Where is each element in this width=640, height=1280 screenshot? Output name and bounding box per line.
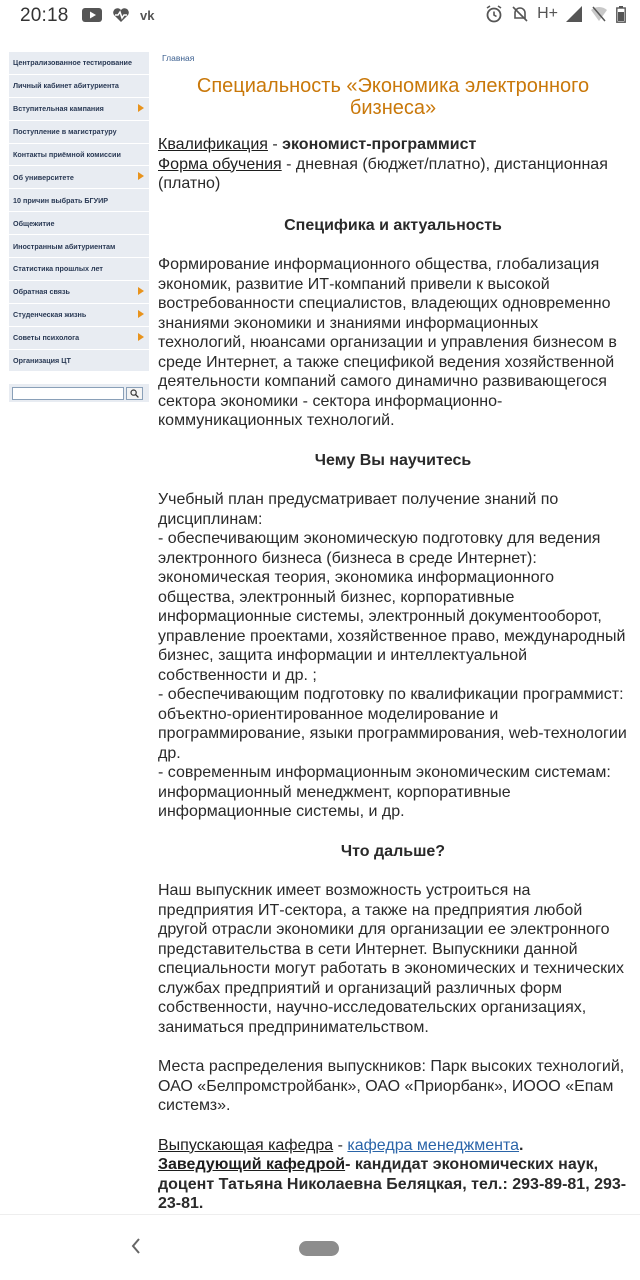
search-button[interactable] bbox=[126, 387, 143, 400]
system-nav-bar bbox=[0, 1214, 640, 1280]
submenu-arrow-icon bbox=[138, 287, 144, 295]
sidebar-menu-item-label: 10 причин выбрать БГУИР bbox=[13, 195, 109, 205]
signal-icon bbox=[566, 6, 582, 22]
sidebar-menu-item-label: Советы психолога bbox=[13, 333, 80, 343]
head-of-department-text: - кандидат экономических наук, доцент Татьяна Николаевна Беляцкая, тел.: 293-89-81, 293-23-81. bbox=[158, 1156, 627, 1212]
sidebar-menu-item-label: Обратная связь bbox=[13, 287, 70, 297]
section-text-learn bbox=[158, 490, 628, 822]
sidebar-menu-item-label: Централизованное тестирование bbox=[13, 58, 132, 68]
sidebar-menu-item[interactable] bbox=[9, 75, 149, 98]
sidebar-menu-item-label: Студенческая жизнь bbox=[13, 310, 87, 320]
submenu-arrow-icon bbox=[138, 310, 144, 318]
sidebar-menu-item[interactable] bbox=[9, 189, 149, 212]
alarm-icon bbox=[485, 5, 503, 23]
department-sep: - bbox=[333, 1136, 348, 1154]
sidebar-menu-item[interactable] bbox=[9, 304, 149, 327]
department-end: . bbox=[519, 1136, 524, 1154]
breadcrumb-home[interactable]: Главная bbox=[162, 53, 195, 63]
submenu-arrow-icon bbox=[138, 172, 144, 180]
sidebar-menu-item[interactable] bbox=[9, 166, 149, 189]
sidebar-menu-item[interactable] bbox=[9, 350, 149, 373]
search-icon bbox=[130, 389, 139, 398]
sidebar-menu-item[interactable] bbox=[9, 52, 149, 75]
head-of-department-label[interactable]: Заведующий кафедрой bbox=[158, 1156, 346, 1173]
learn-line: - современным информационным экономическим системам: информационный менеджмент, корпоративные информационные системы, и др. bbox=[158, 764, 611, 820]
department-link[interactable]: кафедра менеджмента bbox=[347, 1136, 520, 1154]
battery-icon bbox=[616, 6, 626, 23]
sidebar-menu-item-label: Об университете bbox=[13, 172, 74, 182]
youtube-icon bbox=[82, 8, 102, 22]
page-title: Специальность «Экономика электронного бизнеса» bbox=[196, 75, 590, 119]
section-heading-next: Что дальше? bbox=[340, 842, 446, 860]
study-form-label[interactable]: Форма обучения bbox=[158, 155, 282, 173]
qualification-value: экономист-программист bbox=[282, 136, 477, 153]
system-icons bbox=[485, 5, 626, 23]
qualification-label[interactable]: Квалификация bbox=[158, 136, 268, 153]
learn-line: Учебный план предусматривает получение знаний по дисциплинам: bbox=[158, 491, 559, 528]
status-time: 20:18 bbox=[20, 5, 69, 26]
network-type: H+ bbox=[537, 5, 558, 22]
search-input[interactable] bbox=[12, 387, 124, 400]
wifi-off-icon bbox=[590, 6, 608, 22]
health-heart-icon bbox=[112, 7, 130, 23]
sidebar-menu-item-label: Контакты приёмной комиссии bbox=[13, 150, 121, 159]
qualification-sep: - bbox=[267, 136, 283, 153]
sidebar-menu-item[interactable] bbox=[9, 327, 149, 350]
sidebar-menu-item-label: Статистика прошлых лет bbox=[13, 264, 103, 274]
sidebar-menu-item[interactable] bbox=[9, 258, 149, 281]
search-box bbox=[9, 384, 149, 402]
sidebar-menu-item[interactable] bbox=[9, 144, 149, 167]
sidebar-menu-item-label: Организация ЦТ bbox=[13, 356, 71, 366]
vk-icon bbox=[140, 8, 162, 22]
sidebar-menu-item[interactable] bbox=[9, 281, 149, 304]
study-form-value: - дневная (бюджет/платно), дистанционная (платно) bbox=[158, 155, 608, 192]
back-chevron-icon[interactable] bbox=[130, 1235, 142, 1261]
sidebar-menu bbox=[9, 52, 149, 372]
department-label[interactable]: Выпускающая кафедра bbox=[158, 1136, 334, 1154]
qualification-block bbox=[158, 135, 628, 194]
sidebar-menu-item-label: Общежитие bbox=[13, 218, 55, 228]
status-bar bbox=[0, 0, 640, 34]
learn-line: - обеспечивающим подготовку по квалификации программист: объектно-ориентированное моделирование и программирование, языки программирования, web-технологии др. bbox=[158, 686, 627, 762]
svg-text:vk: vk bbox=[140, 8, 155, 22]
sidebar-menu-item-label: Иностранным абитуриентам bbox=[13, 241, 116, 251]
section-heading-learn: Чему Вы научитесь bbox=[314, 451, 472, 469]
sidebar-menu-item-label: Вступительная кампания bbox=[13, 104, 104, 114]
department-block bbox=[158, 1136, 628, 1214]
section-heading-specifics: Специфика и актуальность bbox=[284, 216, 502, 234]
submenu-arrow-icon bbox=[138, 333, 144, 341]
section-text-next: Наш выпускник имеет возможность устроиться на предприятия ИТ-сектора, а также на предприятия любой другой отрасли экономики для организации ее электронного представительства в сети Интернет. Выпускники данной специальности могут работать в экономических и технических службах предприятий и организаций различных форм собственности, научно-исследовательских организациях, заниматься предпринимательством. bbox=[158, 882, 624, 1036]
learn-line: - обеспечивающим экономическую подготовку для ведения электронного бизнеса (бизнеса в среде Интернет): экономическая теория, экономика информационного общества, электронный бизнес, корпоративные информационные системы, электронный документооборот, управление проектами, хозяйственное право, международный бизнес, защита информации и интеллектуальной собственности и др. ; bbox=[158, 530, 626, 684]
sidebar-menu-item[interactable] bbox=[9, 235, 149, 258]
home-pill[interactable] bbox=[299, 1241, 339, 1256]
section-text-specifics: Формирование информационного общества, глобализация экономик, развитие ИТ-компаний привели к высокой востребованности специалистов, владеющих одновременно знаниями экономики и знаниями информационных технологий, нюансами организации и управления бизнесом в среде Интернет, а также спецификой ведения хозяйственной деятельности компаний самого динамично развивающегося сектора экономики - сектора информационно-коммуникационных технологий. bbox=[158, 256, 617, 429]
notification-icons bbox=[82, 7, 162, 23]
sidebar-menu-item[interactable] bbox=[9, 212, 149, 235]
sidebar-menu-item[interactable] bbox=[9, 121, 149, 144]
mute-bell-icon bbox=[511, 5, 529, 23]
graduate-placements: Места распределения выпускников: Парк высоких технологий, ОАО «Белпромстройбанк», ОАО «Приорбанк», ИООО «Епам системз». bbox=[158, 1058, 625, 1114]
main-content bbox=[158, 52, 628, 1214]
sidebar-menu-item-label: Личный кабинет абитуриента bbox=[13, 81, 119, 91]
sidebar-menu-item-label: Поступление в магистратуру bbox=[13, 127, 117, 137]
submenu-arrow-icon bbox=[138, 104, 144, 112]
sidebar-menu-item[interactable] bbox=[9, 98, 149, 121]
